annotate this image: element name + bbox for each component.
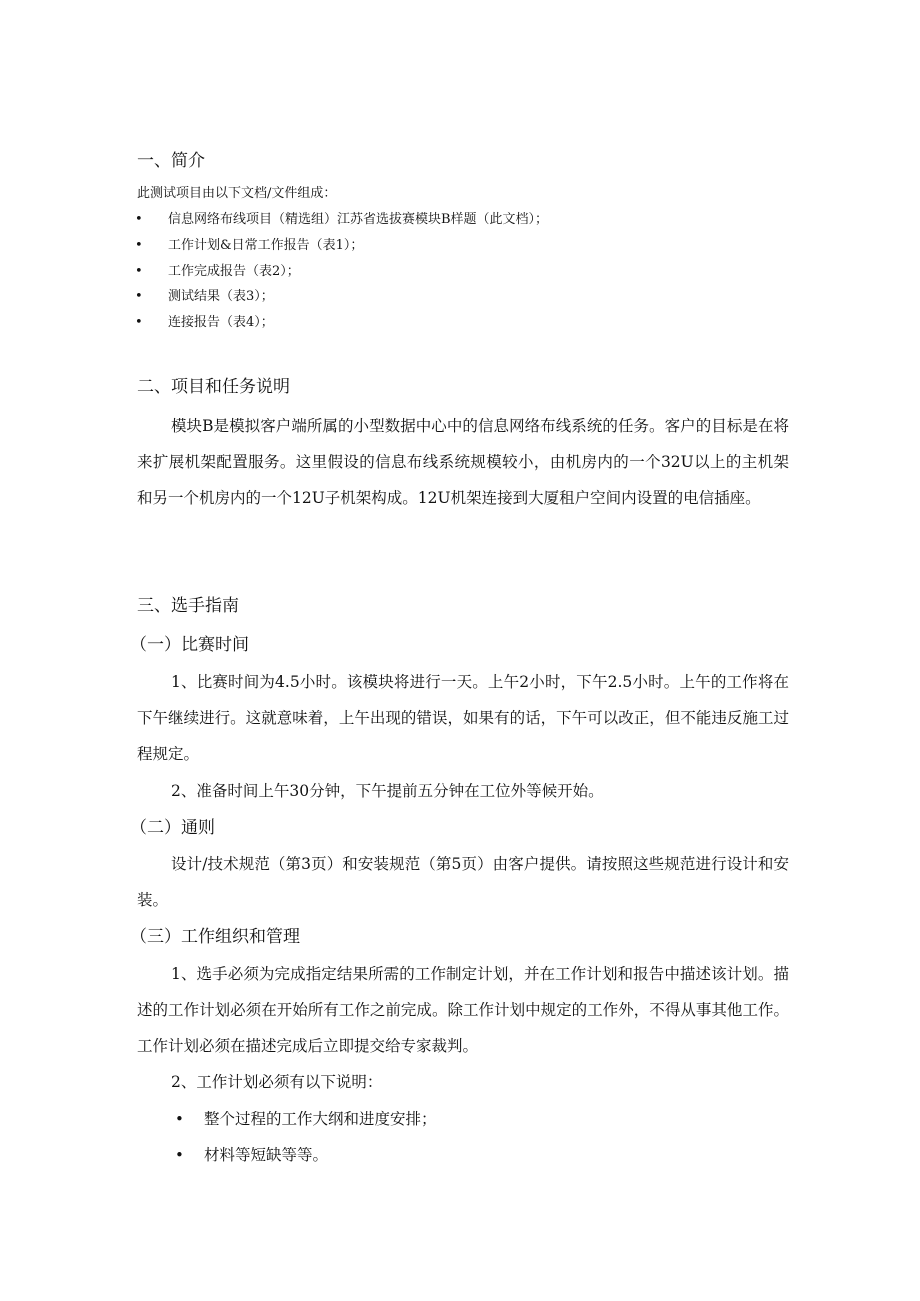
list-item: 信息网络布线项目（精选组）江苏省选拔赛模块B样题（此文档）； [168, 212, 549, 227]
subsection-3-body [137, 956, 789, 1064]
bullet-icon: • [135, 289, 143, 304]
bullet-icon: • [175, 1146, 184, 1164]
subsection-1-heading: （一）比赛时间 [130, 635, 249, 655]
bullet-icon: • [135, 315, 143, 330]
paragraph: 模块B是模拟客户端所属的小型数据中心中的信息网络布线系统的任务。客户的目标是在将来扩展机架配置服务。这里假设的信息布线系统规模较小，由机房内的一个32U以上的主机架和另一个机房内的一个12U子机架构成。12U机架连接到大厦租户空间内设置的电信插座。 [137, 417, 789, 507]
section-1-intro: 此测试项目由以下文档/文件组成： [137, 186, 337, 201]
bullet-icon: • [135, 212, 143, 227]
section-1-heading: 一、简介 [137, 151, 205, 171]
list-item: 连接报告（表4）； [168, 315, 274, 330]
paragraph: 1、比赛时间为4.5小时。该模块将进行一天。上午2小时，下午2.5小时。上午的工作将在下午继续进行。这就意味着，上午出现的错误，如果有的话，下午可以改正，但不能违反施工过程规定。 [137, 673, 789, 763]
paragraph: 设计/技术规范（第3页）和安装规范（第5页）由客户提供。请按照这些规范进行设计和安装。 [137, 855, 789, 909]
subsection-2-body [137, 846, 789, 918]
subsection-3-heading: （三）工作组织和管理 [130, 927, 300, 947]
list-item: 材料等短缺等等。 [204, 1146, 329, 1164]
bullet-icon: • [135, 238, 143, 253]
paragraph: 2、工作计划必须有以下说明： [171, 1073, 383, 1091]
subsection-2-heading: （二）通则 [130, 818, 215, 838]
list-item: 工作计划&日常工作报告（表1）； [168, 238, 364, 253]
list-item: 整个过程的工作大纲和进度安排； [204, 1110, 437, 1128]
paragraph: 2、准备时间上午30分钟，下午提前五分钟在工位外等候开始。 [171, 782, 604, 800]
paragraph: 1、选手必须为完成指定结果所需的工作制定计划，并在工作计划和报告中描述该计划。描述的工作计划必须在开始所有工作之前完成。除工作计划中规定的工作外，不得从事其他工作。工作计划必须在描述完成后立即提交给专家裁判。 [137, 965, 789, 1055]
list-item: 测试结果（表3）； [168, 289, 274, 304]
bullet-icon: • [175, 1110, 184, 1128]
section-2-body [137, 408, 789, 516]
subsection-1-body [137, 664, 789, 772]
section-2-heading: 二、项目和任务说明 [137, 377, 290, 397]
section-3-heading: 三、选手指南 [137, 596, 239, 616]
bullet-icon: • [135, 264, 143, 279]
list-item: 工作完成报告（表2）； [168, 264, 300, 279]
